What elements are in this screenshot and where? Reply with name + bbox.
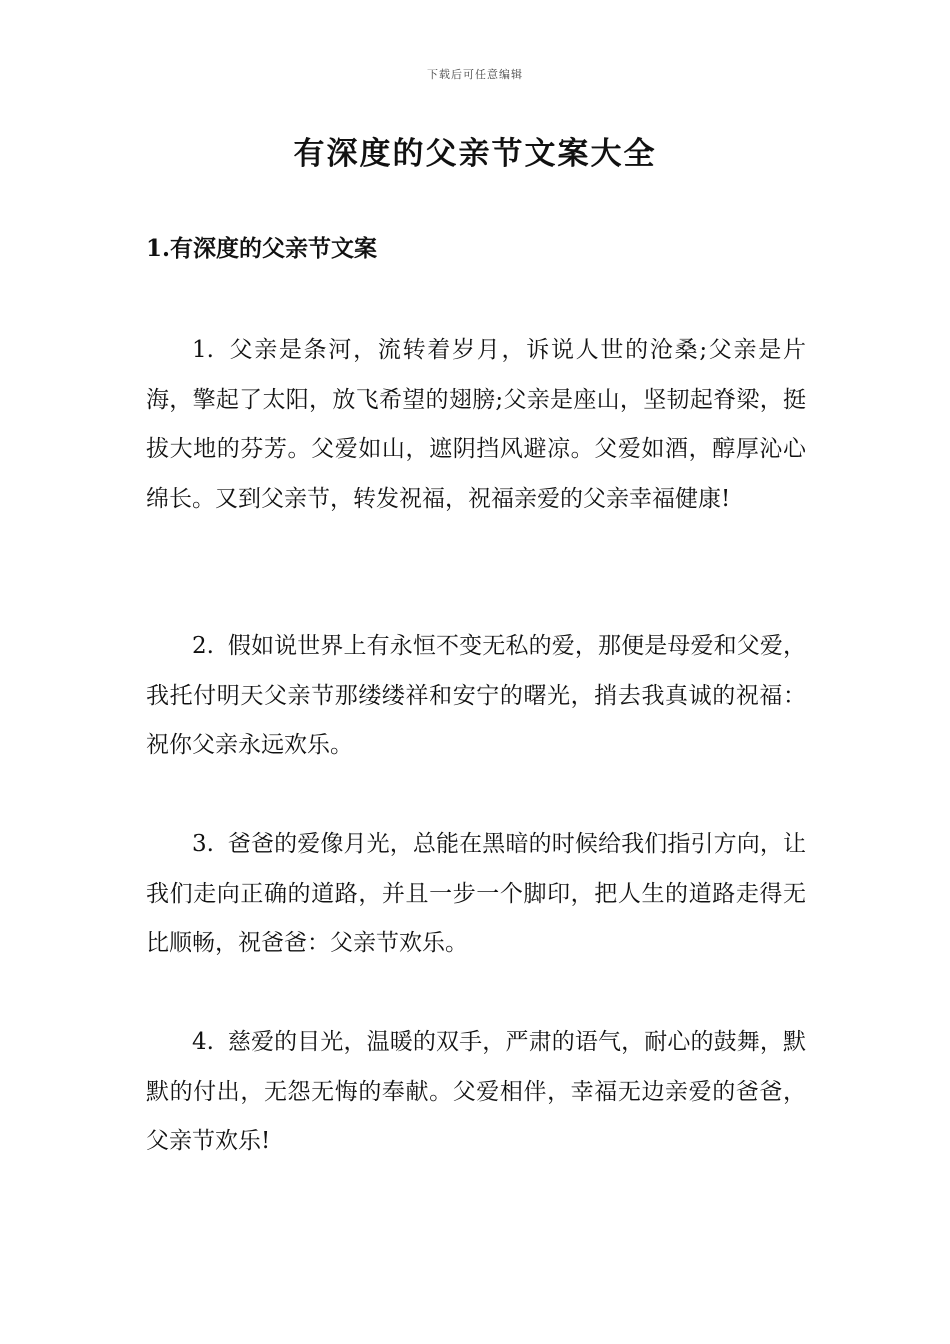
document-title: 有深度的父亲节文案大全 (293, 136, 657, 172)
paragraph-item-1 (146, 326, 806, 524)
list-item (146, 1018, 806, 1167)
item-number: 1. (192, 337, 214, 363)
item-number: 3. (192, 831, 214, 857)
header-note: 下载后可任意编辑 (427, 68, 523, 81)
list-item (146, 622, 806, 771)
section-heading: 1.有深度的父亲节文案 (146, 235, 378, 262)
item-text: 爸爸的爱像月光，总能在黑暗的时候给我们指引方向，让我们走向正确的道路，并且一步一个脚印，把人生的道路走得无比顺畅，祝爸爸：父亲节欢乐。 (146, 831, 806, 956)
paragraph-item-2 (146, 622, 806, 771)
item-text: 慈爱的目光，温暖的双手，严肃的语气，耐心的鼓舞，默默的付出，无怨无悔的奉献。父爱相伴，幸福无边亲爱的爸爸，父亲节欢乐! (146, 1029, 806, 1154)
list-item (146, 820, 806, 969)
list-item (146, 326, 806, 524)
item-number: 2. (192, 633, 214, 659)
paragraph-item-3 (146, 820, 806, 969)
item-text: 假如说世界上有永恒不变无私的爱，那便是母爱和父爱，我托付明天父亲节那缕缕祥和安宁的曙光，捎去我真诚的祝福：祝你父亲永远欢乐。 (146, 633, 806, 758)
paragraph-item-4 (146, 1018, 806, 1167)
item-number: 4. (192, 1029, 214, 1055)
item-text: 父亲是条河，流转着岁月，诉说人世的沧桑;父亲是片海，擎起了太阳，放飞希望的翅膀;父亲是座山，坚韧起脊梁，挺拔大地的芬芳。父爱如山，遮阴挡风避凉。父爱如酒，醇厚沁心绵长。又到父亲节，转发祝福，祝福亲爱的父亲幸福健康! (146, 337, 806, 512)
